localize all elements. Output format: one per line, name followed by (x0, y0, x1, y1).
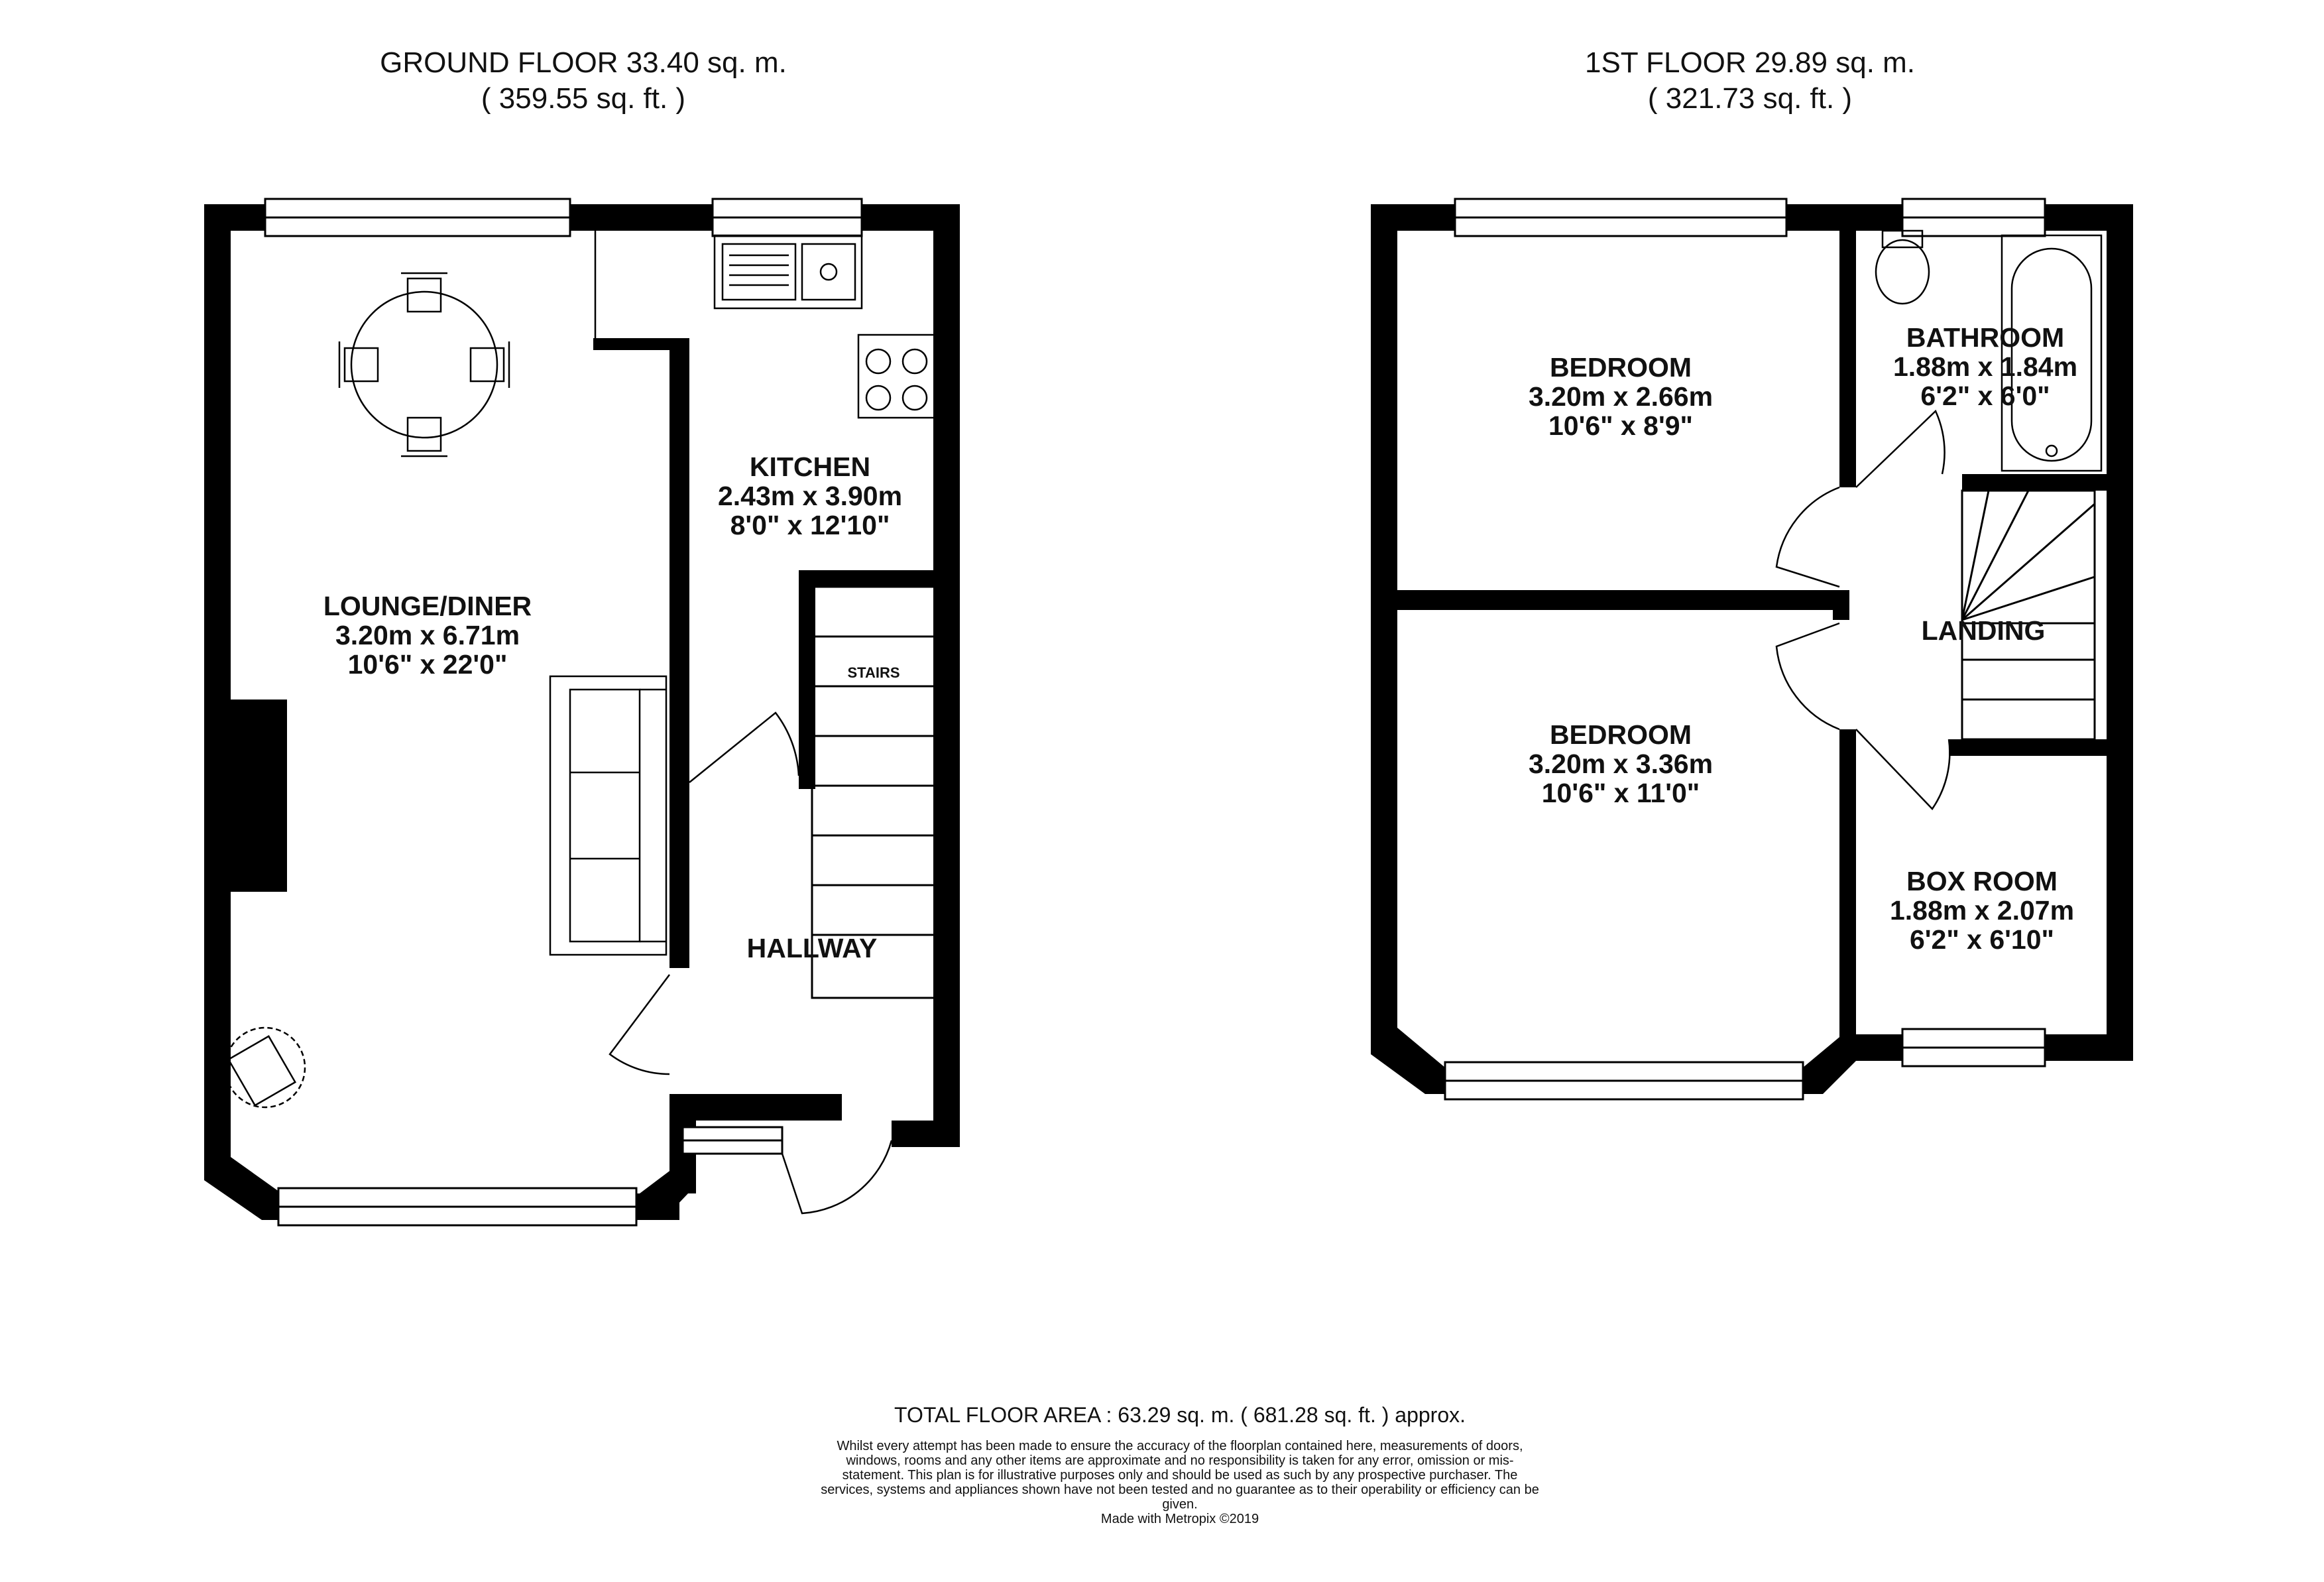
stairs-label: STAIRS (847, 664, 900, 681)
first-floor-title: 1ST FLOOR 29.89 sq. m. (1584, 46, 1916, 79)
bedroom1-imperial: 10'6" x 8'9" (1548, 410, 1693, 441)
bedroom1-label (1529, 352, 1713, 441)
hob-icon (858, 335, 935, 418)
hallway-label: HALLWAY (746, 933, 878, 963)
kitchen-imperial: 8'0" x 12'10" (730, 510, 890, 540)
ground-floor-title: GROUND FLOOR 33.40 sq. m. (380, 46, 787, 79)
dining-table-icon (339, 273, 509, 456)
credit: Made with Metropix ©2019 (1100, 1512, 1259, 1526)
landing-label: LANDING (1921, 615, 2046, 646)
sofa-icon (550, 676, 666, 955)
lounge-imperial: 10'6" x 22'0" (347, 649, 508, 680)
ground-floor-windows (265, 199, 862, 1225)
bedroom2-imperial: 10'6" x 11'0" (1541, 778, 1700, 808)
armchair-icon (225, 1028, 305, 1107)
ground-floor-area-ft: ( 359.55 sq. ft. ) (481, 82, 686, 115)
bedroom2-name: BEDROOM (1549, 719, 1692, 750)
bathroom-name: BATHROOM (1906, 322, 2065, 353)
bedroom2-label (1529, 719, 1713, 808)
boxroom-label (1890, 866, 2074, 955)
lounge-name: LOUNGE/DINER (323, 591, 532, 621)
bathroom-metric: 1.88m x 1.84m (1892, 351, 2078, 382)
first-floor-area-ft: ( 321.73 sq. ft. ) (1647, 82, 1853, 115)
first-floor-plan (1371, 199, 2133, 1099)
total-floor-area: TOTAL FLOOR AREA : 63.29 sq. m. ( 681.28 sq. ft. ) approx. (894, 1403, 1466, 1427)
ground-floor-plan (204, 199, 960, 1225)
bedroom1-metric: 3.20m x 2.66m (1528, 381, 1714, 412)
kitchen-metric: 2.43m x 3.90m (717, 481, 903, 511)
boxroom-metric: 1.88m x 2.07m (1889, 895, 2075, 926)
bedroom2-metric: 3.20m x 3.36m (1528, 749, 1714, 779)
sink-icon (715, 235, 862, 308)
boxroom-imperial: 6'2" x 6'10" (1910, 924, 2054, 955)
lounge-label (323, 591, 532, 680)
bedroom1-name: BEDROOM (1549, 352, 1692, 383)
footer (729, 1400, 1631, 1526)
disclaimer: Whilst every attempt has been made to ensure the accuracy of the floorplan contained here, measurements of doors, windows, rooms and any other items are approximate and no responsibility is taken for any error, omission or mis-statement. This plan is for illustrative purposes only and should be used as such by any prospective purchaser. The services, systems and appliances shown have not been tested and no guarantee as to their operability or efficiency can be given. (821, 1439, 1539, 1512)
lounge-metric: 3.20m x 6.71m (335, 620, 520, 650)
boxroom-name: BOX ROOM (1906, 866, 2058, 896)
ground-floor-walls (204, 204, 960, 1220)
kitchen-name: KITCHEN (749, 452, 871, 482)
toilet-icon (1876, 231, 1929, 304)
kitchen-label (718, 452, 902, 540)
bathroom-imperial: 6'2" x 6'0" (1920, 381, 2050, 411)
bathroom-label (1893, 322, 2077, 411)
